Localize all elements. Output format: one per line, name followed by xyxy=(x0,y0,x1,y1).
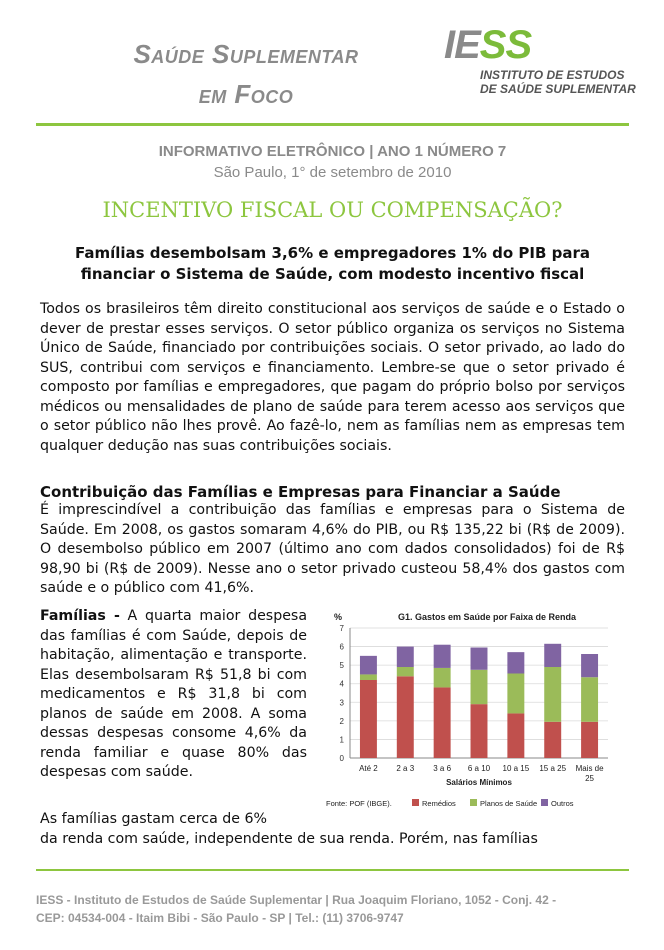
y-tick-label: 2 xyxy=(339,716,344,726)
legend-swatch-outros xyxy=(541,799,548,806)
footer xyxy=(36,891,629,927)
issue-info: INFORMATIVO ELETRÔNICO | ANO 1 NÚMERO 7 xyxy=(158,143,507,160)
x-tick-label: 2 a 3 xyxy=(396,764,415,773)
families-lead: Famílias - xyxy=(40,608,120,624)
y-tick-label: 1 xyxy=(339,735,344,745)
bar-remédios xyxy=(397,676,414,758)
bar-outros xyxy=(581,654,598,677)
y-tick-label: 7 xyxy=(339,624,344,633)
footer-contact: CEP: 04534-004 - Itaim Bibi - São Paulo - SP | Tel.: (11) 3706-9747 xyxy=(36,911,404,925)
y-tick-label: 0 xyxy=(339,754,344,763)
bar-outros xyxy=(544,644,561,667)
x-tick-label: Até 2 xyxy=(359,764,378,773)
logo-subtitle-line1: INSTITUTO DE ESTUDOS xyxy=(480,68,625,82)
logo-mark-ss: SS xyxy=(479,23,532,67)
bar-remédios xyxy=(471,704,488,758)
bar-planos-de-saúde xyxy=(397,667,414,676)
footer-divider xyxy=(36,869,629,871)
bar-remédios xyxy=(581,722,598,758)
logo-subtitle xyxy=(480,68,650,96)
bar-outros xyxy=(434,645,451,668)
chart-source: Fonte: POF (IBGE). xyxy=(326,799,392,808)
header-divider xyxy=(36,123,629,126)
bar-remédios xyxy=(434,687,451,758)
x-tick-label: 10 a 15 xyxy=(502,764,530,773)
legend-swatch-planos-de-saúde xyxy=(470,799,477,806)
families-paragraph xyxy=(40,607,307,783)
newsletter-title-line1: Saúde Suplementar xyxy=(133,39,359,69)
footer-address: IESS - Instituto de Estudos de Saúde Suplementar | Rua Joaquim Floriano, 1052 - Conj. 42 - xyxy=(36,893,557,907)
bar-outros xyxy=(471,648,488,670)
legend-swatch-remédios xyxy=(412,799,419,806)
bar-planos-de-saúde xyxy=(434,668,451,688)
intro-paragraph: Todos os brasileiros têm direito constitucional aos serviços de saúde e o Estado o dever de prestar esses serviços. O setor público organiza os serviços no Sistema Único de Saúde, financiado por contribuições sociais. O setor privado, ao lado do SUS, contribui com serviços e financiamento. Lembre-se que o setor privado é composto por famílias e empregadores, que pagam do próprio bolso por serviços médicos ou mensalidades de plano de saúde para terem acesso aos serviços que o setor público não lhes provê. Ao fazê-lo, nem as famílias nem as empresas tem qualquer dedução nas suas contribuições sociais. xyxy=(40,301,625,454)
legend-label: Remédios xyxy=(422,799,456,808)
legend-label: Outros xyxy=(551,799,574,808)
y-tick-label: 6 xyxy=(339,642,344,652)
legend-label: Planos de Saúde xyxy=(480,799,538,808)
article-subheadline: Famílias desembolsam 3,6% e empregadores 1% do PIB para financiar o Sistema de Saúde, com modesto incentivo fiscal xyxy=(74,244,591,283)
bar-planos-de-saúde xyxy=(471,670,488,704)
bar-remédios xyxy=(360,680,377,758)
bar-planos-de-saúde xyxy=(360,674,377,680)
families-spending-continued: da renda com saúde, independente de sua renda. Porém, nas famílias xyxy=(40,831,538,847)
bar-remédios xyxy=(507,713,524,758)
newsletter-title-line2: em Foco xyxy=(198,79,294,109)
health-spending-chart xyxy=(322,606,612,812)
bar-planos-de-saúde xyxy=(581,677,598,722)
y-tick-label: 5 xyxy=(339,661,344,671)
issue-date: São Paulo, 1° de setembro de 2010 xyxy=(213,164,452,181)
x-tick-label-continued: 25 xyxy=(585,774,595,783)
x-tick-label: Mais de xyxy=(575,764,604,773)
newsletter-title xyxy=(86,34,406,114)
logo-mark-ie: IE xyxy=(444,23,480,67)
bar-planos-de-saúde xyxy=(507,674,524,714)
bar-outros xyxy=(507,652,524,673)
x-tick-label: 15 a 25 xyxy=(539,764,567,773)
x-tick-label: 3 a 6 xyxy=(433,764,452,773)
y-tick-label: 4 xyxy=(339,679,344,689)
bar-outros xyxy=(360,656,377,675)
families-spending-line: As famílias gastam cerca de 6% xyxy=(40,811,268,827)
section-title: Contribuição das Famílias e Empresas para Financiar a Saúde xyxy=(40,483,561,501)
article-headline: INCENTIVO FISCAL OU COMPENSAÇÃO? xyxy=(102,198,563,222)
logo-subtitle-line2: DE SAÚDE SUPLEMENTAR xyxy=(480,82,636,96)
iess-logo xyxy=(444,23,644,96)
chart-title: G1. Gastos em Saúde por Faixa de Renda xyxy=(397,612,577,622)
contribution-paragraph: É imprescindível a contribuição das famílias e empresas para o Sistema de Saúde. Em 2008, os gastos somaram 4,6% do PIB, ou R$ 135,22 bi (R$ de 2009). O desembolso público em 2007 (último ano com dados consolidados) foi de R$ 98,90 bi (R$ de 2009). Nesse ano o setor privado custeou 58,4% dos gastos com saúde e o público com 41,6%. xyxy=(40,502,625,596)
y-tick-label: 3 xyxy=(339,698,344,708)
bar-remédios xyxy=(544,722,561,758)
bar-outros xyxy=(397,647,414,667)
x-axis-label: Salários Mínimos xyxy=(446,778,512,787)
logo-mark xyxy=(444,23,644,67)
families-text: A quarta maior despesa das famílias é com Saúde, depois de habitação, alimentação e transporte. Elas desembolsaram R$ 51,8 bi com medicamentos e R$ 31,8 bi com planos de saúde em 2008. A soma dessas despesas consome 4,6% da renda familiar e quase 80% das despesas com saúde. xyxy=(40,608,308,780)
y-axis-label: % xyxy=(334,612,343,622)
bar-planos-de-saúde xyxy=(544,667,561,722)
x-tick-label: 6 a 10 xyxy=(467,764,491,773)
